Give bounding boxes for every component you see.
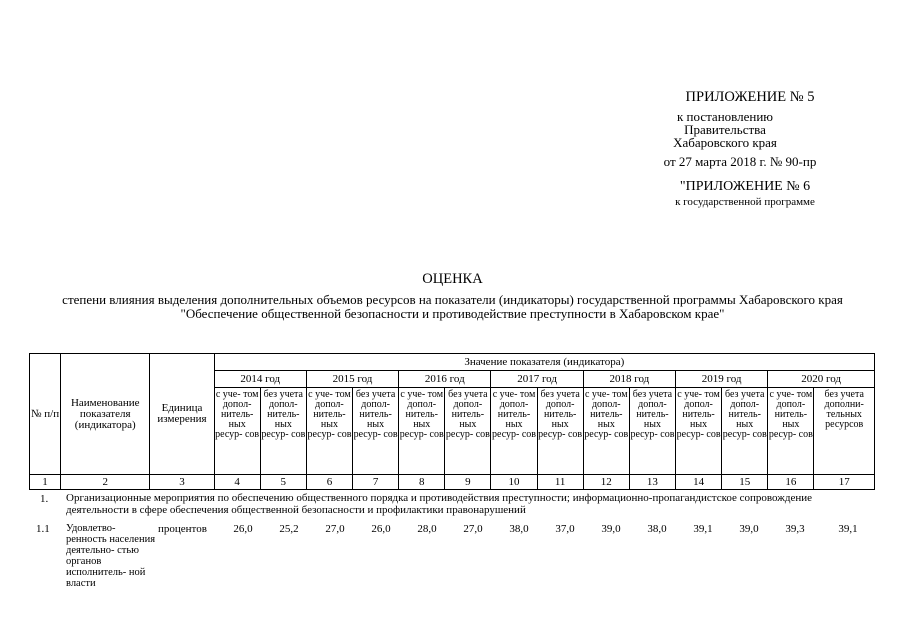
column-number: 11 <box>537 475 583 490</box>
column-number: 2 <box>61 475 150 490</box>
appendix-line-3: Хабаровского края <box>673 135 777 150</box>
document-title: ОЦЕНКА <box>422 271 483 287</box>
header-with-resources: с уче- том допол- нитель- ных ресур- сов <box>491 388 537 475</box>
column-number: 8 <box>399 475 445 490</box>
row-value: 25,2 <box>279 523 299 535</box>
row-unit: процентов <box>158 523 207 535</box>
row-value: 27,0 <box>325 523 345 535</box>
header-without-resources: без учета допол- нитель- ных ресур- сов <box>260 388 306 475</box>
header-with-resources: с уче- том допол- нитель- ных ресур- сов <box>768 388 814 475</box>
header-with-resources: с уче- том допол- нитель- ных ресур- сов <box>583 388 629 475</box>
column-number: 6 <box>306 475 352 490</box>
header-without-resources: без учета допол- нитель- ных ресур- сов <box>353 388 399 475</box>
header-with-resources: с уче- том допол- нитель- ных ресур- сов <box>306 388 352 475</box>
row-value: 28,0 <box>417 523 437 535</box>
row-value: 37,0 <box>555 523 575 535</box>
row-value: 39,0 <box>601 523 621 535</box>
header-with-resources: с уче- том допол- нитель- ных ресур- сов <box>399 388 445 475</box>
column-number: 12 <box>583 475 629 490</box>
row-value: 27,0 <box>463 523 483 535</box>
row-value: 39,0 <box>739 523 759 535</box>
prev-appendix-line-1: к государственной программе <box>675 196 815 208</box>
row-indicator-name: Удовлетво- ренность населения деятельно- стью органов исполнитель- ной власти <box>66 523 156 590</box>
header-year: 2020 год <box>768 371 875 388</box>
appendix-date: от 27 марта 2018 г. № 90-пр <box>663 154 817 169</box>
header-value: Значение показателя (индикатора) <box>214 354 874 371</box>
header-year: 2015 год <box>306 371 398 388</box>
column-number: 17 <box>814 475 875 490</box>
header-without-resources: без учета допол- нитель- ных ресур- сов <box>537 388 583 475</box>
indicators-table <box>29 353 875 490</box>
row-value: 39,1 <box>693 523 713 535</box>
header-without-resources: без учета дополни- тельных ресурсов <box>814 388 875 475</box>
column-number: 5 <box>260 475 306 490</box>
header-without-resources: без учета допол- нитель- ных ресур- сов <box>629 388 675 475</box>
appendix-line-2: Правительства <box>684 122 766 137</box>
column-number: 16 <box>768 475 814 490</box>
column-numbers-row <box>30 475 875 490</box>
header-year: 2019 год <box>676 371 768 388</box>
header-unit: Единица измерения <box>150 354 214 475</box>
row-number: 1.1 <box>36 523 50 535</box>
header-num: № п/п <box>30 354 61 475</box>
row-value: 39,1 <box>838 523 858 535</box>
row-value: 39,3 <box>785 523 805 535</box>
column-number: 4 <box>214 475 260 490</box>
row-value: 38,0 <box>509 523 529 535</box>
column-number: 1 <box>30 475 61 490</box>
column-number: 3 <box>150 475 214 490</box>
document-subtitle: степени влияния выделения дополнительных объемов ресурсов на показатели (индикаторы) государственной программы Хабаровского края "Обеспечение общественной безопасности и противодействие преступности в Хабаровском крае" <box>62 292 843 321</box>
column-number: 14 <box>676 475 722 490</box>
header-name: Наименование показателя (индикатора) <box>61 354 150 475</box>
header-without-resources: без учета допол- нитель- ных ресур- сов <box>722 388 768 475</box>
header-year: 2017 год <box>491 371 583 388</box>
row-value: 26,0 <box>371 523 391 535</box>
header-with-resources: с уче- том допол- нитель- ных ресур- сов <box>676 388 722 475</box>
appendix-title: ПРИЛОЖЕНИЕ № 5 <box>685 89 815 105</box>
header-year: 2018 год <box>583 371 675 388</box>
header-without-resources: без учета допол- нитель- ных ресур- сов <box>445 388 491 475</box>
column-number: 10 <box>491 475 537 490</box>
prev-appendix-title: "ПРИЛОЖЕНИЕ № 6 <box>679 179 811 194</box>
section-number: 1. <box>40 493 49 505</box>
column-number: 13 <box>629 475 675 490</box>
column-number: 15 <box>722 475 768 490</box>
section-text: Организационные мероприятия по обеспечению общественного порядка и противодействия преступности; информационно-пропагандистское сопровождение деятельности в сфере обеспечения общественной безопасности и профилактики правонарушений <box>66 492 812 516</box>
row-value: 38,0 <box>647 523 667 535</box>
row-value: 26,0 <box>233 523 253 535</box>
column-number: 7 <box>353 475 399 490</box>
header-year: 2016 год <box>399 371 491 388</box>
column-number: 9 <box>445 475 491 490</box>
header-with-resources: с уче- том допол- нитель- ных ресур- сов <box>214 388 260 475</box>
header-year: 2014 год <box>214 371 306 388</box>
appendix-line-1: к постановлению <box>676 109 774 124</box>
